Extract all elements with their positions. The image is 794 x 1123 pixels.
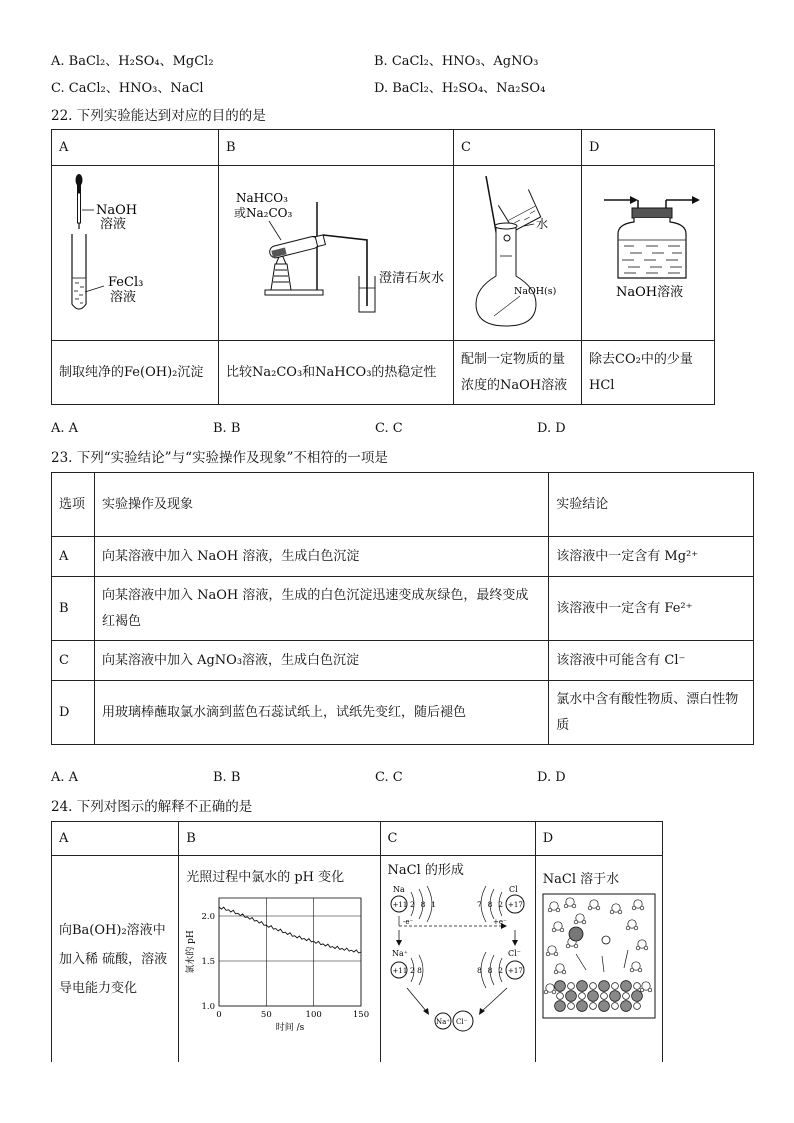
q23-table <box>51 472 754 745</box>
hydrated-ion <box>602 936 610 944</box>
figa-fecl3-solution-label: 溶液 <box>110 290 137 305</box>
q21-option-a: A. BaCl₂、H₂SO₄、MgCl₂ <box>51 54 214 69</box>
q22-figure-a <box>52 166 219 341</box>
sodium-ion <box>578 993 585 1000</box>
q23-row-b-option: B <box>52 577 95 641</box>
y-axis-label: 氯水的 pH <box>186 930 197 974</box>
chloride-ion <box>576 981 587 992</box>
figa-naoh-label: NaOH <box>96 203 138 218</box>
hydrogen-atom <box>566 944 570 948</box>
chloride-ion <box>565 991 576 1002</box>
q24-cell-b <box>179 856 380 1063</box>
x-tick-label: 100 <box>305 1010 322 1020</box>
hydrogen-atom <box>618 910 622 914</box>
product-cl-ion: Cl⁻ <box>455 1018 467 1026</box>
table-row <box>52 641 754 681</box>
q24-table <box>51 821 663 1062</box>
hydrogen-atom <box>626 926 630 930</box>
q22-header-d: D <box>582 130 715 166</box>
sodium-ion <box>556 993 563 1000</box>
hydrogen-atom <box>554 952 558 956</box>
hydrogen-atom <box>648 988 652 992</box>
q24-header-a: A <box>52 822 179 856</box>
q24-cell-d <box>535 856 662 1063</box>
figa-naoh-solution-label: 溶液 <box>100 217 127 232</box>
na-shells-label: 2 8 1 <box>409 900 436 909</box>
sodium-ion <box>589 1003 596 1010</box>
q22-header-b: B <box>219 130 454 166</box>
na-core-label: +11 <box>392 901 407 909</box>
q22-answer-b: B. B <box>213 421 241 436</box>
figc-water-label: 水 <box>536 217 549 231</box>
table-row <box>52 577 754 641</box>
cl-ion-shells-label: 8 8 2 <box>476 966 503 975</box>
x-tick-label: 50 <box>261 1010 272 1020</box>
q23-row-d-conclusion: 氯水中含有酸性物质、漂白性物质 <box>549 681 754 745</box>
q24-cell-c <box>380 856 535 1063</box>
plus-electron-label: +e⁻ <box>492 918 507 926</box>
figd-naoh-label: NaOH溶液 <box>616 285 684 300</box>
sodium-ion <box>633 983 640 990</box>
table-row <box>52 537 754 577</box>
ph-series-line <box>219 907 361 953</box>
y-tick-label: 1.5 <box>201 957 216 967</box>
cl-ion-label: Cl⁻ <box>507 949 521 958</box>
hydrogen-atom <box>632 906 636 910</box>
q23-row-d-option: D <box>52 681 95 745</box>
minus-electron-label: -e⁻ <box>402 918 413 926</box>
q23-header-option: 选项 <box>52 473 95 537</box>
hydrogen-atom <box>574 920 578 924</box>
q22-table <box>51 129 715 405</box>
sodium-ion <box>567 983 574 990</box>
q23-answer-d: D. D <box>537 770 566 785</box>
hydrogen-atom <box>562 970 566 974</box>
q23-row-d-operation: 用玻璃棒蘸取氯水滴到蓝色石蕊试纸上，试纸先变红，随后褪色 <box>94 681 548 745</box>
q22-purpose-c: 配制一定物质的量浓度的NaOH溶液 <box>454 341 582 405</box>
hydrogen-atom <box>588 906 592 910</box>
chloride-ion <box>598 1001 609 1012</box>
hydrogen-atom <box>552 928 556 932</box>
q22-answer-d: D. D <box>537 421 566 436</box>
q24-header-d: D <box>535 822 662 856</box>
q21-option-d: D. BaCl₂、H₂SO₄、Na₂SO₄ <box>374 81 546 96</box>
q22-figure-d <box>582 166 715 341</box>
q23-row-a-operation: 向某溶液中加入 NaOH 溶液，生成白色沉淀 <box>94 537 548 577</box>
chloride-ion <box>587 991 598 1002</box>
sodium-ion <box>589 983 596 990</box>
q23-row-c-option: C <box>52 641 95 681</box>
chloride-ion <box>620 981 631 992</box>
y-tick-label: 2.0 <box>201 912 216 922</box>
hydrogen-atom <box>636 946 640 950</box>
hydrogen-atom <box>644 946 648 950</box>
q23-header-conclusion: 实验结论 <box>549 473 754 537</box>
sodium-ion <box>611 1003 618 1010</box>
q23-answer-b: B. B <box>213 770 241 785</box>
hydrogen-atom <box>596 906 600 910</box>
q23-row-c-conclusion: 该溶液中可能含有 Cl⁻ <box>549 641 754 681</box>
q24-header-b: B <box>179 822 380 856</box>
figa-fecl3-label: FeCl₃ <box>108 275 144 290</box>
hydrogen-atom <box>638 968 642 972</box>
q24-nacl-formation-title: NaCl 的形成 <box>387 863 464 878</box>
ph-line-chart <box>179 886 379 1046</box>
q23-answer-a: A. A <box>51 770 79 785</box>
chloride-ion <box>554 1001 565 1012</box>
nacl-formation-diagram <box>381 880 535 1052</box>
chloride-ion <box>576 1001 587 1012</box>
q23-row-b-conclusion: 该溶液中一定含有 Fe²⁺ <box>549 577 754 641</box>
hydrogen-atom <box>548 908 552 912</box>
sodium-ion <box>600 993 607 1000</box>
q22-figure-b <box>219 166 454 341</box>
figb-nahco3-label: NaHCO₃ <box>236 191 288 205</box>
q22-header-c: C <box>454 130 582 166</box>
q22-purpose-d: 除去CO₂中的少量HCl <box>582 341 715 405</box>
chloride-ion <box>554 981 565 992</box>
q23-row-a-option: A <box>52 537 95 577</box>
q23-header-operation: 实验操作及现象 <box>94 473 548 537</box>
hydrogen-atom <box>564 904 568 908</box>
q23-answer-c: C. C <box>375 770 403 785</box>
y-tick-label: 1.0 <box>201 1002 216 1012</box>
table-row <box>52 681 754 745</box>
q22-answer-c: C. C <box>375 421 403 436</box>
chloride-ion <box>631 991 642 1002</box>
q22-purpose-a: 制取纯净的Fe(OH)₂沉淀 <box>52 341 219 405</box>
q21-option-b: B. CaCl₂、HNO₃、AgNO₃ <box>374 54 539 69</box>
q24-cell-a: 向Ba(OH)₂溶液中加入稀 硫酸，溶液导电能力变化 <box>52 856 179 1063</box>
hydrogen-atom <box>546 952 550 956</box>
q23-row-c-operation: 向某溶液中加入 AgNO₃溶液，生成白色沉淀 <box>94 641 548 681</box>
nacl-dissolve-diagram <box>536 888 662 1028</box>
x-axis-label: 时间 /s <box>275 1023 305 1033</box>
sodium-ion <box>611 983 618 990</box>
q22-answer-a: A. A <box>51 421 79 436</box>
hydrogen-atom <box>556 908 560 912</box>
hydrogen-atom <box>544 990 548 994</box>
cl-shells-label: 7 8 2 <box>476 900 503 909</box>
hydrogen-atom <box>554 970 558 974</box>
q21-option-c: C. CaCl₂、HNO₃、NaCl <box>51 81 204 96</box>
figb-na2co3-label: 或Na₂CO₃ <box>234 206 293 220</box>
na-ion-label: Na⁺ <box>391 949 408 958</box>
hydrogen-atom <box>610 910 614 914</box>
q22-purpose-b: 比较Na₂CO₃和NaHCO₃的热稳定性 <box>219 341 454 405</box>
cl-atom-label: Cl <box>508 885 518 894</box>
hydrogen-atom <box>630 968 634 972</box>
x-tick-label: 0 <box>216 1010 222 1020</box>
cl-ion-core-label: +17 <box>507 967 523 975</box>
hydrogen-atom <box>640 906 644 910</box>
hydrogen-atom <box>560 928 564 932</box>
q24-header-c: C <box>380 822 535 856</box>
x-tick-label: 150 <box>353 1010 370 1020</box>
q24-nacl-dissolve-title: NaCl 溶于水 <box>542 872 620 887</box>
chloride-ion <box>598 981 609 992</box>
q24-chart-title: 光照过程中氯水的 pH 变化 <box>186 870 345 885</box>
na-ion-core-label: +11 <box>392 967 407 975</box>
figb-limewater-label: 澄清石灰水 <box>379 271 445 286</box>
sodium-ion <box>622 993 629 1000</box>
figc-naoh-solid-label: NaOH(s) <box>514 286 557 297</box>
q22-figure-c <box>454 166 582 341</box>
na-ion-shells-label: 2 8 <box>409 966 422 975</box>
q24-stem: 24. 下列对图示的解释不正确的是 <box>51 799 253 815</box>
hydrogen-atom <box>634 926 638 930</box>
hydrogen-atom <box>640 988 644 992</box>
q23-row-a-conclusion: 该溶液中一定含有 Mg²⁺ <box>549 537 754 577</box>
chloride-ion <box>620 1001 631 1012</box>
hydrogen-atom <box>572 904 576 908</box>
q22-stem: 22. 下列实验能达到对应的目的的是 <box>51 108 266 124</box>
hydrogen-atom <box>582 920 586 924</box>
product-na-ion: Na⁺ <box>435 1018 450 1026</box>
chart-plot-frame <box>219 898 361 1006</box>
sodium-ion <box>633 1003 640 1010</box>
q22-header-a: A <box>52 130 219 166</box>
na-atom-label: Na <box>392 885 405 894</box>
hydrated-ion <box>569 927 583 941</box>
hydrogen-atom <box>552 990 556 994</box>
q23-stem: 23. 下列“实验结论”与“实验操作及现象”不相符的一项是 <box>51 450 388 466</box>
q23-row-b-operation: 向某溶液中加入 NaOH 溶液，生成的白色沉淀迅速变成灰绿色，最终变成红褐色 <box>94 577 548 641</box>
chloride-ion <box>609 991 620 1002</box>
cl-core-label: +17 <box>507 901 523 909</box>
sodium-ion <box>567 1003 574 1010</box>
hydrogen-atom <box>574 944 578 948</box>
